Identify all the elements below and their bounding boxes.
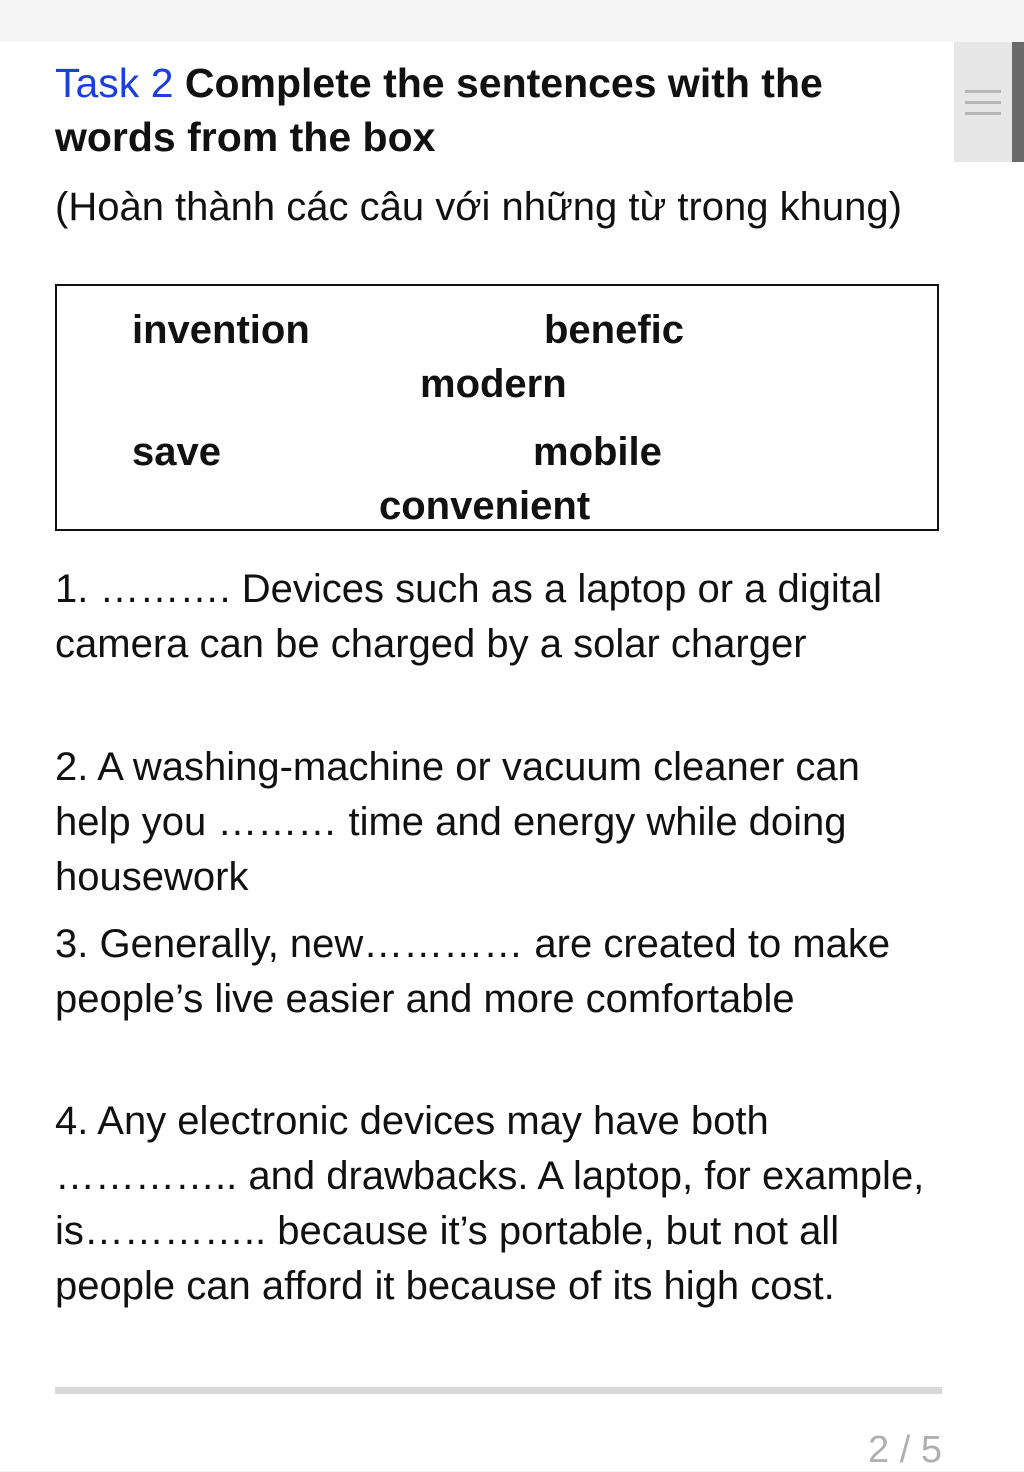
task-subtitle: (Hoàn thành các câu với những từ trong khung) (55, 185, 902, 229)
task-instruction: Complete the sentences with the words from the box (55, 60, 823, 160)
menu-button[interactable] (954, 42, 1012, 162)
word-modern: modern (420, 362, 567, 406)
word-save: save (132, 430, 221, 474)
task-title (55, 56, 935, 164)
page-indicator: 2 / 5 (868, 1429, 942, 1471)
page-divider (55, 1387, 942, 1394)
hamburger-menu-icon (965, 90, 1001, 115)
scrollbar-thumb[interactable] (1012, 42, 1024, 162)
word-convenient: convenient (379, 484, 591, 528)
question-1: 1. ………. Devices such as a laptop or a digital camera can be charged by a solar charger (55, 567, 883, 666)
question-2: 2. A washing-machine or vacuum cleaner can help you ……… time and energy while doing housework (55, 745, 860, 899)
word-benefic: benefic (544, 308, 685, 352)
word-invention: invention (132, 308, 310, 352)
question-4: 4. Any electronic devices may have both ………….. and drawbacks. A laptop, for example, is………….. because it’s portable, but not all people can afford it because of its high cost. (55, 1099, 925, 1308)
task-label: Task 2 (55, 60, 174, 106)
word-mobile: mobile (533, 430, 662, 474)
question-3: 3. Generally, new………… are created to make people’s live easier and more comfortable (55, 922, 891, 1021)
word-box (55, 284, 939, 531)
top-strip (0, 0, 1024, 42)
